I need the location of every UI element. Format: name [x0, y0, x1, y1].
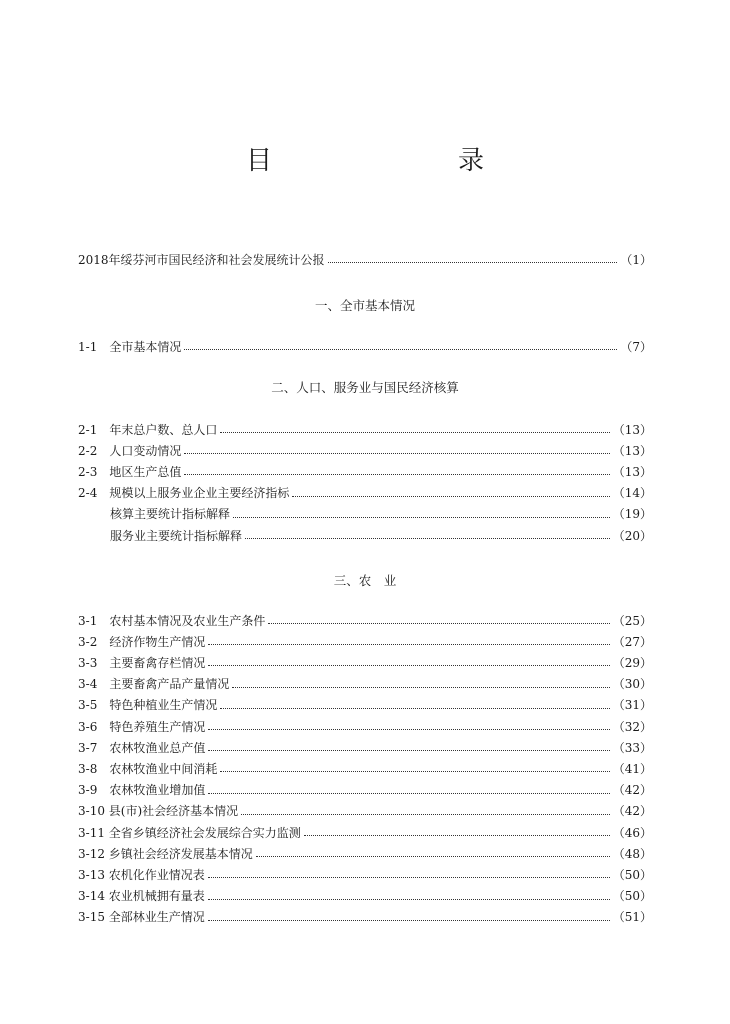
toc-entry[interactable] [78, 864, 652, 884]
toc-entry-label: 核算主要统计指标解释 [110, 507, 231, 522]
toc-entry-page: （19） [612, 507, 652, 522]
toc-entry[interactable] [78, 249, 652, 269]
toc-entry-label: 2-3 地区生产总值 [78, 464, 182, 479]
toc-entry-label: 2-1 年末总户数、总人口 [78, 422, 218, 437]
dot-leader [241, 813, 610, 815]
toc-entry-page: （13） [612, 464, 652, 479]
toc-entry[interactable] [78, 504, 652, 524]
toc-entry[interactable] [78, 461, 652, 481]
dot-leader [208, 919, 610, 921]
dot-leader [184, 473, 609, 475]
toc-entry-label: 2-2 人口变动情况 [78, 443, 182, 458]
toc-entry[interactable] [78, 737, 652, 757]
toc-entry-page: （48） [612, 846, 652, 861]
dot-leader [208, 876, 610, 878]
toc-entry[interactable] [78, 801, 652, 821]
dot-leader [208, 749, 609, 751]
page-title: 目 录 [245, 146, 564, 176]
dot-leader [233, 516, 610, 518]
toc-entry-label: 3-15 全部林业生产情况 [78, 910, 205, 925]
toc-entry[interactable] [78, 886, 652, 906]
dot-leader [245, 537, 610, 539]
toc-entry-label: 3-11 全省乡镇经济社会发展综合实力监测 [78, 825, 301, 840]
toc-entry-label: 3-2 经济作物生产情况 [78, 634, 206, 649]
toc-entry-label: 1-1 全市基本情况 [78, 339, 182, 354]
section-heading: 二、人口、服务业与国民经济核算 [271, 380, 459, 395]
dot-leader [220, 431, 609, 433]
toc-entry-label: 3-6 特色养殖生产情况 [78, 719, 206, 734]
toc-entry-page: （7） [620, 339, 652, 354]
toc-entry[interactable] [78, 652, 652, 672]
toc-entry-label: 3-9 农林牧渔业增加值 [78, 783, 206, 798]
toc-entry[interactable] [78, 780, 652, 800]
toc-entry-label: 2018年绥芬河市国民经济和社会发展统计公报 [78, 252, 325, 267]
toc-entry[interactable] [78, 674, 652, 694]
dot-leader [184, 348, 617, 350]
toc-entry-page: （30） [612, 677, 652, 692]
toc-entry-label: 3-7 农林牧渔业总产值 [78, 740, 206, 755]
toc-entry-label: 3-10 县(市)社会经济基本情况 [78, 804, 239, 819]
toc-entry-page: （50） [612, 889, 652, 904]
dot-leader [208, 643, 609, 645]
toc-entry-page: （20） [612, 528, 652, 543]
toc-entry-page: （14） [612, 486, 652, 501]
toc-entry-page: （29） [612, 655, 652, 670]
toc-entry-label: 3-8 农林牧渔业中间消耗 [78, 761, 218, 776]
dot-leader [328, 261, 618, 263]
toc-entry[interactable] [78, 631, 652, 651]
toc-entry-label: 3-1 农村基本情况及农业生产条件 [78, 613, 266, 628]
dot-leader [208, 792, 609, 794]
toc-entry-label: 3-5 特色种植业生产情况 [78, 698, 218, 713]
toc-entry-label: 3-3 主要畜禽存栏情况 [78, 655, 206, 670]
toc-entry-label: 3-4 主要畜禽产品产量情况 [78, 677, 230, 692]
toc-entry-label: 3-13 农机化作业情况表 [78, 867, 205, 882]
toc-entry-page: （32） [612, 719, 652, 734]
toc-entry[interactable] [78, 525, 652, 545]
toc-entry-page: （25） [612, 613, 652, 628]
toc-entry[interactable] [78, 440, 652, 460]
toc-entry-page: （13） [612, 422, 652, 437]
toc-entry[interactable] [78, 610, 652, 630]
toc-entry[interactable] [78, 483, 652, 503]
toc-entry[interactable] [78, 336, 652, 356]
toc-entry-label: 服务业主要统计指标解释 [110, 528, 243, 543]
toc-entry[interactable] [78, 907, 652, 927]
toc-entry-label: 2-4 规模以上服务业企业主要经济指标 [78, 486, 290, 501]
dot-leader [220, 770, 609, 772]
toc-entry[interactable] [78, 716, 652, 736]
dot-leader [220, 707, 609, 709]
toc-entry-page: （50） [612, 867, 652, 882]
section-heading: 一、全市基本情况 [314, 298, 415, 313]
toc-entry-page: （27） [612, 634, 652, 649]
toc-entry-label: 3-12 乡镇社会经济发展基本情况 [78, 846, 253, 861]
section-heading: 三、农 业 [333, 573, 397, 588]
toc-entry[interactable] [78, 758, 652, 778]
dot-leader [208, 898, 610, 900]
toc-entry-page: （42） [612, 783, 652, 798]
toc-entry-page: （31） [612, 698, 652, 713]
toc-entry-page: （41） [612, 761, 652, 776]
toc-entry-page: （13） [612, 443, 652, 458]
toc-entry-label: 3-14 农业机械拥有量表 [78, 889, 205, 904]
toc-entry-page: （42） [612, 804, 652, 819]
toc-entry-page: （51） [612, 910, 652, 925]
toc-entry-page: （46） [612, 825, 652, 840]
dot-leader [184, 452, 609, 454]
toc-entry[interactable] [78, 419, 652, 439]
dot-leader [208, 728, 609, 730]
toc-entry[interactable] [78, 843, 652, 863]
dot-leader [232, 686, 609, 688]
dot-leader [256, 855, 610, 857]
toc-entry[interactable] [78, 695, 652, 715]
toc-entry-page: （1） [620, 252, 652, 267]
toc-entry[interactable] [78, 822, 652, 842]
dot-leader [304, 834, 610, 836]
dot-leader [208, 664, 609, 666]
dot-leader [292, 495, 609, 497]
toc-entry-page: （33） [612, 740, 652, 755]
dot-leader [268, 622, 609, 624]
